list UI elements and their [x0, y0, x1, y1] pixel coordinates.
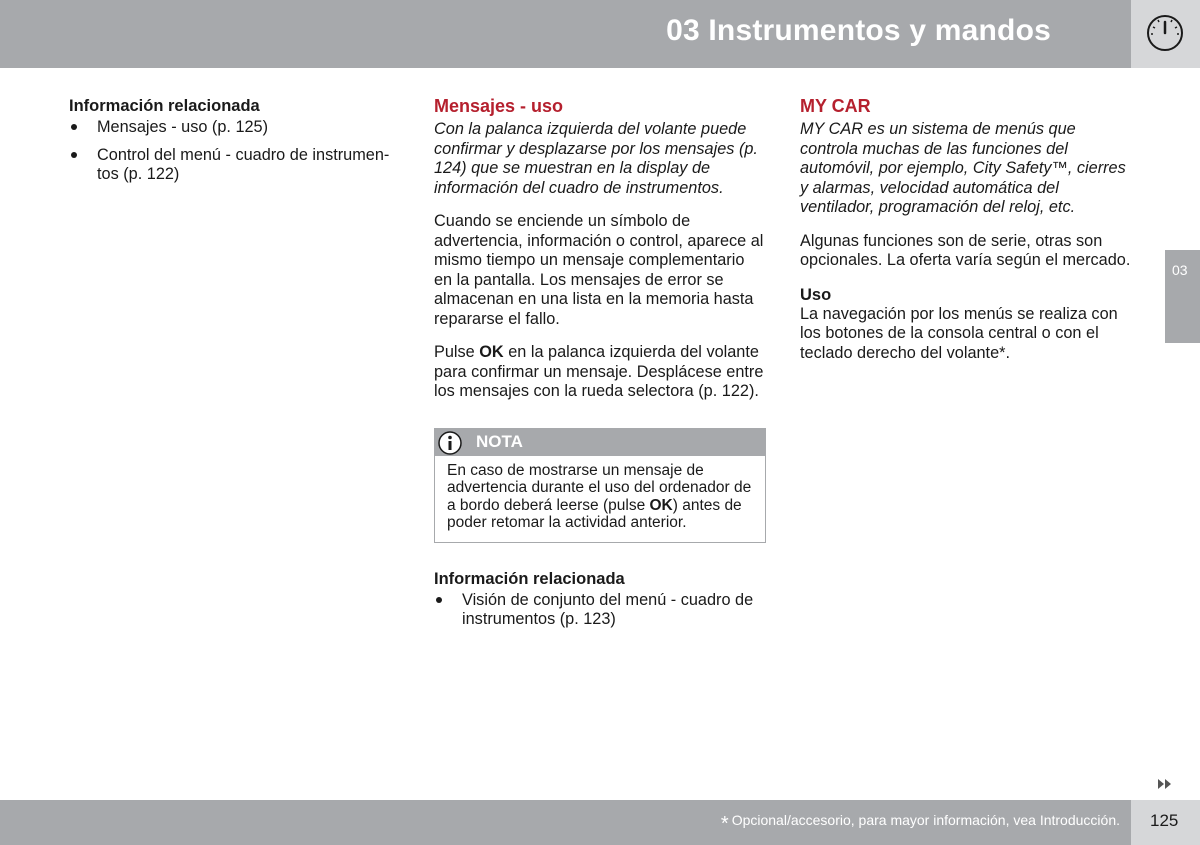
- body-paragraph: Algunas funciones son de serie, otras son opcionales. La oferta varía según el mercado.: [800, 231, 1131, 269]
- ok-label: OK: [479, 343, 504, 361]
- next-page-icon[interactable]: [1157, 778, 1173, 790]
- footnote: * Opcional/accesorio, para mayor información, vea Introducción.: [720, 812, 1120, 835]
- list-item[interactable]: Mensajes - uso (p. 125): [69, 118, 399, 138]
- uso-heading: Uso: [800, 285, 832, 304]
- chapter-side-tab[interactable]: [1165, 250, 1200, 343]
- info-icon: [438, 431, 464, 455]
- body-paragraph: La navegación por los menús se realiza con los botones de la consola central o con el teclado derecho del volante*.: [800, 304, 1118, 362]
- body-paragraph: Pulse OK en la palanca izquierda del volante para confirmar un mensaje. Desplácese entre los mensajes con la rueda selectora (p. 122).: [434, 343, 764, 400]
- page-header: [0, 0, 1131, 68]
- page-number-box: [1131, 800, 1200, 845]
- chapter-title: 03 Instrumentos y mandos: [666, 14, 1051, 47]
- chapter-icon-box: [1131, 0, 1200, 68]
- intro-text: MY CAR es un sistema de menús que controla muchas de las funciones del automóvil, por ejemplo, City Safety™, cierres y alarmas, velocidad automática del ventilador, programación del reloj, etc.: [800, 120, 1126, 216]
- chapter-number: 03: [1172, 262, 1188, 278]
- body-paragraph: Cuando se enciende un símbolo de advertencia, información o control, aparece al mismo tiempo un mensaje complementario en la pantalla. Los mensajes de error se almacenan en una lista en la memoria hasta repararse el fallo.: [434, 212, 764, 328]
- list-item[interactable]: Visión de conjunto del menú - cuadro de instrumentos (p. 123): [434, 591, 766, 630]
- note-box: [434, 428, 766, 543]
- gauge-icon: [1145, 13, 1185, 53]
- note-header: [435, 429, 765, 456]
- related-info-heading: Información relacionada: [434, 569, 625, 588]
- page-footer: [0, 800, 1131, 845]
- column-1: [69, 96, 399, 193]
- related-info-heading: Información relacionada: [69, 97, 260, 115]
- note-text: En caso de mostrarse un mensaje de advertencia durante el uso del ordenador de a bordo deberá leerse (pulse OK) antes de poder retomar la actividad anterior.: [447, 461, 752, 531]
- intro-text: Con la palanca izquierda del volante puede confirmar y desplazarse por los mensajes (p. 124) que se muestran en la display de información del cuadro de instrumentos.: [434, 120, 758, 197]
- list-item[interactable]: Control del menú - cuadro de instrumen- tos (p. 122): [69, 146, 399, 185]
- related-info-list: [69, 118, 399, 185]
- column-3: [800, 96, 1135, 377]
- page-number: 125: [1150, 811, 1179, 830]
- note-label: NOTA: [476, 431, 523, 451]
- column-2: [434, 96, 766, 638]
- section-title-my-car: MY CAR: [800, 96, 871, 116]
- section-title-mensajes: Mensajes - uso: [434, 96, 564, 116]
- related-info-list: [434, 591, 766, 630]
